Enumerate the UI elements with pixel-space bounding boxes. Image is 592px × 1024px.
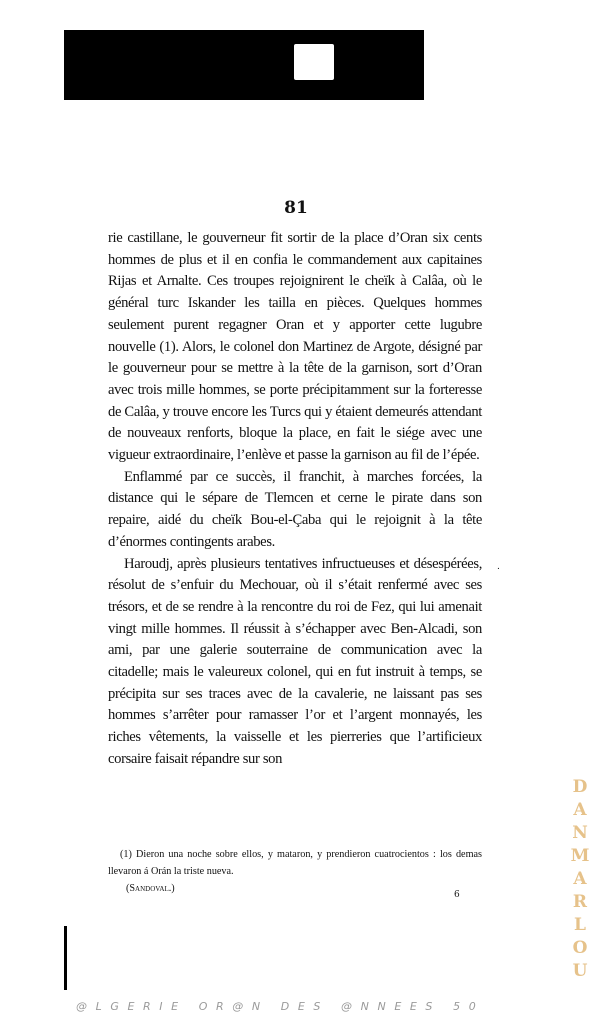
bottom-watermark: @LGERIE OR@N DES @NNEES 50 — [76, 1000, 485, 1013]
vertical-watermark-letter: N — [572, 823, 588, 843]
page-number: 81 — [284, 198, 308, 218]
vertical-watermark-letter: L — [574, 915, 586, 935]
vertical-watermark-letter: A — [573, 869, 587, 889]
margin-scan-line — [64, 926, 67, 990]
vertical-watermark-letter: A — [573, 800, 587, 820]
printer-mark: 6 — [454, 890, 460, 900]
vertical-watermark — [570, 776, 590, 986]
paragraph-3: Haroudj, après plusieurs tentatives infructueuses et désespérées, résolut de s’enfuir du Mechouar, où il s’était renfermé avec ses trésors, et de se rendre à la rencontre du roi de Fez, qui lui amenait vingt mille hommes. Il réussit à s’échapper avec Ben-Alcadi, son ami, par une galerie souterraine de communication avec la citadelle; mais le valeureux colonel, qui en fut instruit à temps, se précipita sur ses traces avec de la cavalerie, ne laissant pas ses hommes s’arrêter pour ramasser l’or et l’argent monnayés, les riches vêtements, la vaisselle et les pierreries que l’artificieux corsaire faisait répandre sur son — [108, 555, 482, 767]
footnote — [108, 846, 482, 897]
vertical-watermark-letter: D — [572, 777, 588, 797]
paragraph-2: Enflammé par ce succès, il franchit, à marches forcées, la distance qui le sépare de Tlemcen et cerne le pirate dans son repaire, aidé du cheïk Bou-el-Çaba qui le rejoignit à la tête d’énormes contingents arabes. — [108, 468, 482, 550]
footnote-author: (Sandoval.) — [126, 883, 175, 894]
stray-dot-mark: . — [497, 562, 500, 572]
paragraph-1: rie castillane, le gouverneur fit sortir de la place d’Oran six cents hommes de plus et il en confia le commandement aux capitaines Rijas et Arnalte. Ces troupes rejoignirent le cheïk à Calâa, où le général turc Iskander les tailla en pièces. Quelques hommes seulement purent regagner Oran et y apporter cette lugubre nouvelle (1). Alors, le colonel don Martinez de Argote, désigné par le gouverneur pour se mettre à la tête de la garnison, sort d’Oran avec trois mille hommes, se porte précipitamment sur la forteresse de Calâa, y trouve encore les Turcs qui y étaient demeurés attendant de nouveaux renforts, bloque la place, en fait le siége avec une vigueur extraordinaire, l’enlève et passe la garnison au fil de l’épée. — [108, 230, 482, 464]
footnote-text: (1) Dieron una noche sobre ellos, y mataron, y prendieron cuatrocientos : los demas llevaron á Orán la triste nueva. — [108, 849, 482, 877]
redaction-bar — [64, 30, 424, 100]
vertical-watermark-letter: M — [570, 846, 590, 866]
vertical-watermark-letter: R — [572, 892, 588, 912]
vertical-watermark-letter: U — [572, 961, 588, 981]
redaction-notch — [294, 44, 334, 80]
page-body — [108, 228, 482, 771]
vertical-watermark-letter: O — [572, 938, 588, 958]
